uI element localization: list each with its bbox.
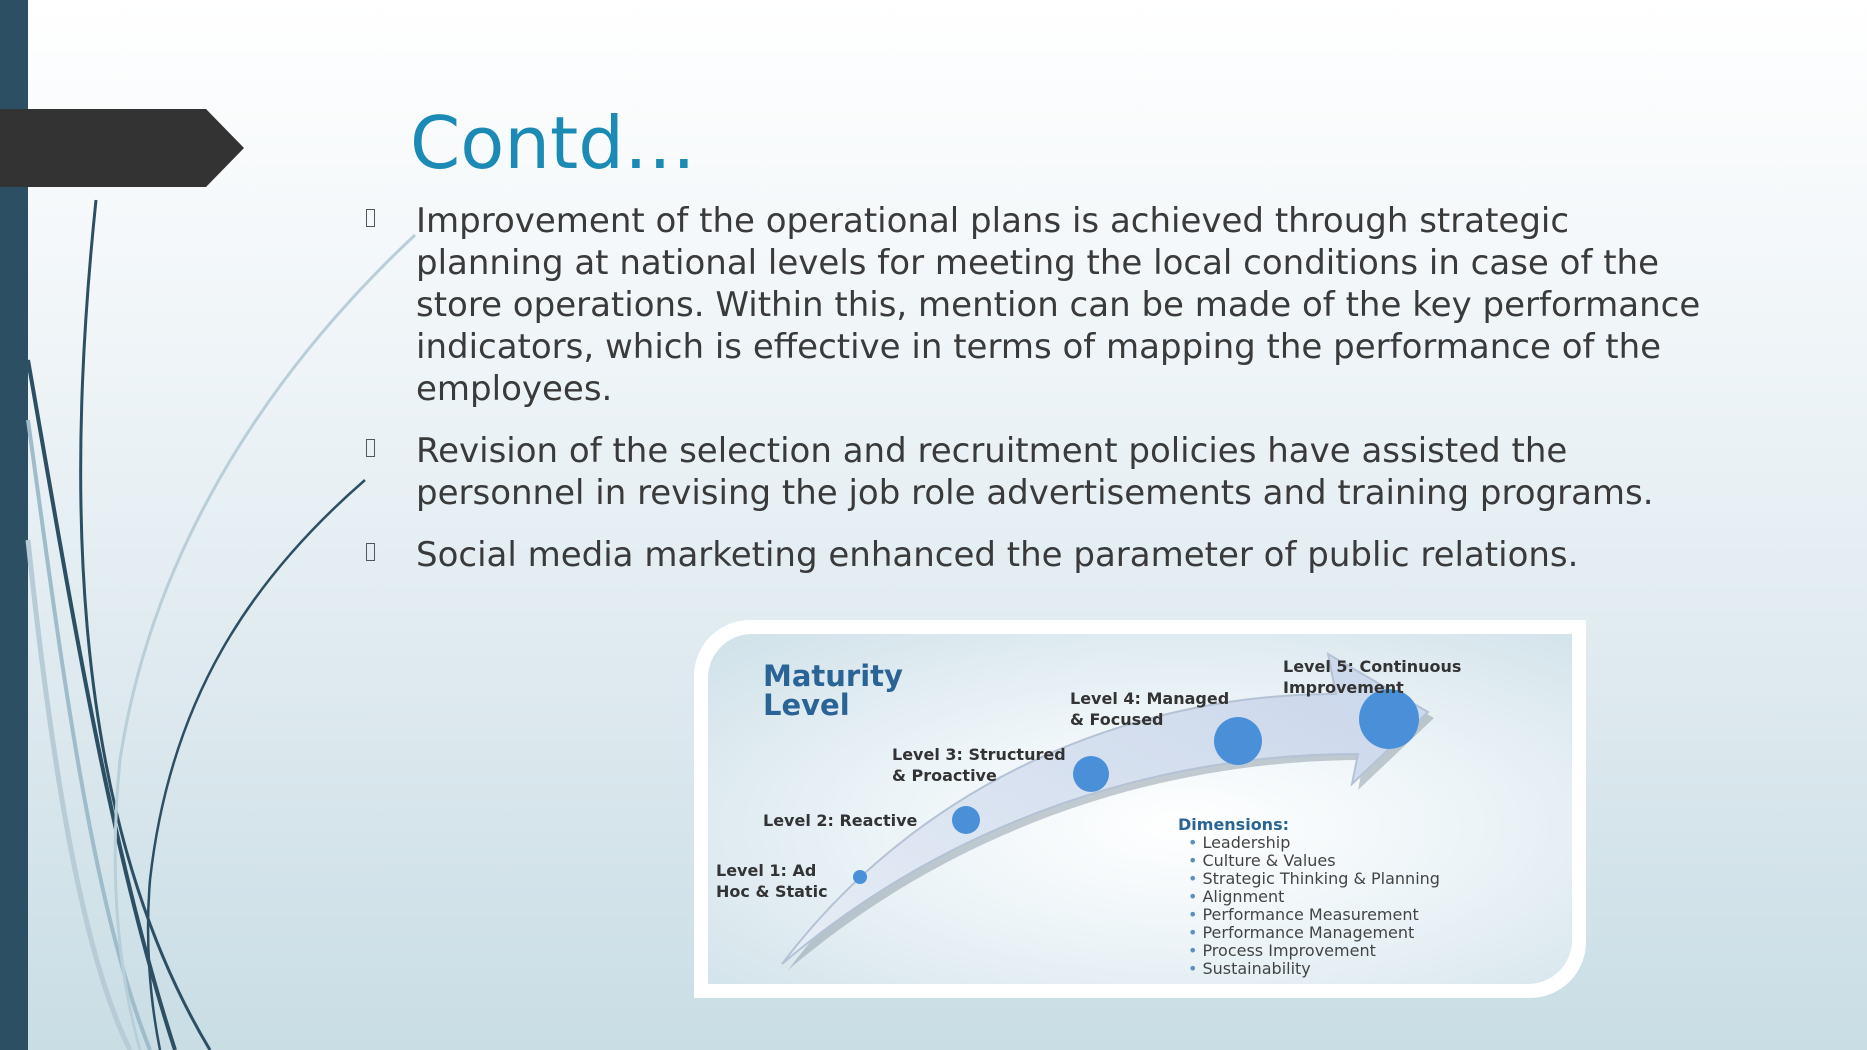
bullet-text: Improvement of the operational plans is achieved through strategic planning at national levels for meeting the local conditions in case of the store operations. Within this, mention can be made of the key performance indicators, which is effective in terms of mapping the performance of the employees. — [416, 201, 1701, 409]
slide-title: Contd… — [410, 101, 696, 185]
dimension-item: • Performance Management — [1188, 924, 1440, 942]
dimensions-title: Dimensions: — [1178, 815, 1289, 834]
bullet-item — [360, 534, 1720, 576]
maturity-diagram-frame — [694, 620, 1586, 998]
bullet-text: Social media marketing enhanced the parameter of public relations. — [416, 535, 1579, 575]
bullet-list — [360, 200, 1720, 596]
dimension-item: • Strategic Thinking & Planning — [1188, 870, 1440, 888]
level-1-label: Level 1: Ad Hoc & Static — [716, 861, 828, 901]
level-3-dot — [1073, 756, 1109, 792]
bullet-marker-icon — [366, 439, 375, 457]
dimension-item: • Alignment — [1188, 888, 1440, 906]
level-5-dot — [1359, 689, 1419, 749]
level-4-label: Level 4: Managed & Focused — [1070, 689, 1230, 729]
bullet-item — [360, 200, 1720, 410]
dimension-item: • Performance Measurement — [1188, 906, 1440, 924]
bullet-marker-icon — [366, 543, 375, 561]
dimension-item: • Leadership — [1188, 834, 1440, 852]
bullet-marker-icon — [366, 209, 375, 227]
level-2-dot — [952, 806, 980, 834]
dimension-item: • Culture & Values — [1188, 852, 1440, 870]
level-2-label: Level 2: Reactive — [763, 811, 918, 830]
dimension-item: • Process Improvement — [1188, 942, 1440, 960]
dimension-item: • Sustainability — [1188, 960, 1440, 978]
bullet-text: Revision of the selection and recruitment policies have assisted the personnel in revising the job role advertisements and training programs. — [416, 431, 1654, 513]
level-1-dot — [853, 870, 867, 884]
level-5-label: Level 5: Continuous Improvement — [1283, 657, 1462, 697]
title-tab-shape — [0, 109, 246, 187]
bullet-item — [360, 430, 1720, 514]
maturity-diagram — [708, 634, 1572, 984]
maturity-level-title: Maturity Level — [763, 659, 903, 722]
dimensions-list — [1178, 816, 1440, 978]
level-3-label: Level 3: Structured & Proactive — [892, 745, 1066, 785]
